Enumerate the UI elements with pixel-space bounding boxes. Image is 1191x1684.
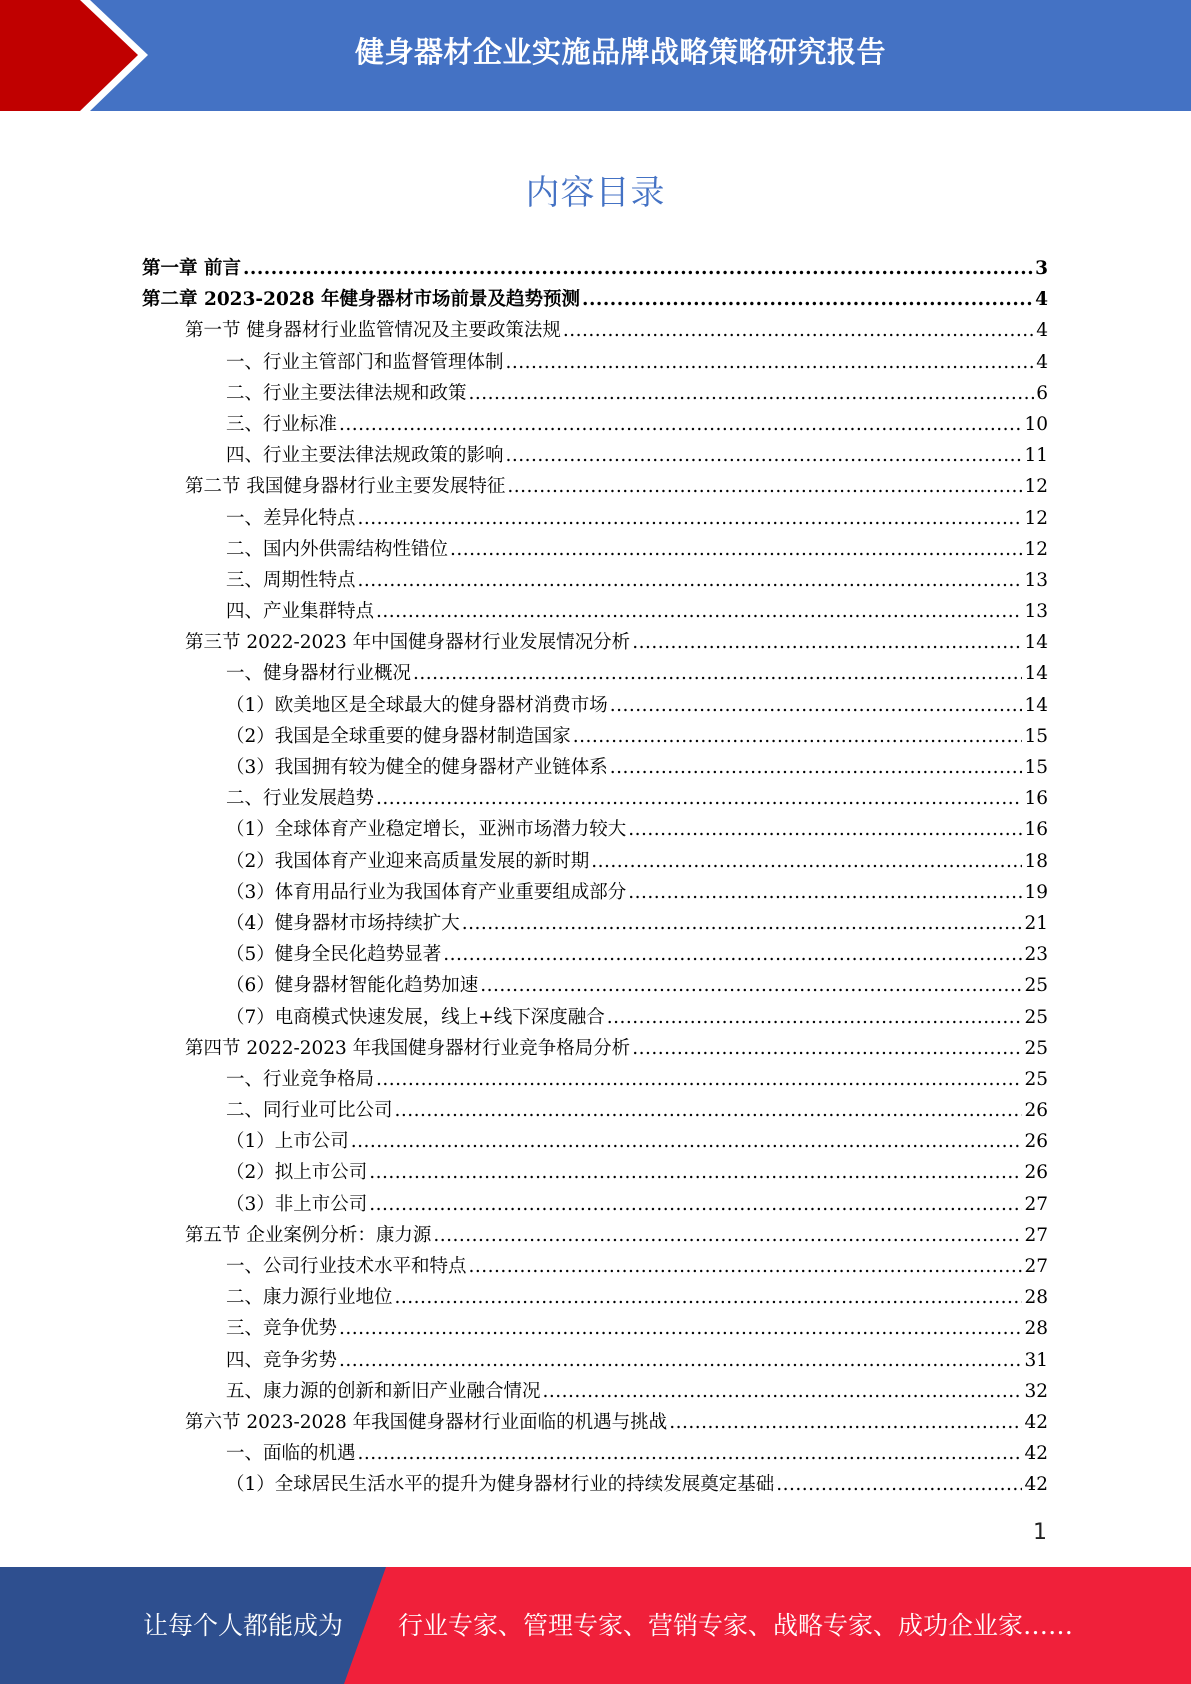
toc-entry-page: 27 (1024, 1193, 1048, 1215)
toc-leader-dots (376, 1069, 1022, 1090)
toc-entry-label: （1）全球体育产业稳定增长，亚洲市场潜力较大 (226, 819, 627, 841)
toc-leader-dots (469, 383, 1035, 404)
toc-entry-label: （4）健身器材市场持续扩大 (226, 912, 460, 934)
toc-leader-dots (506, 445, 1023, 466)
toc-entry-label: 四、行业主要法律法规政策的影响 (226, 445, 504, 467)
toc-leader-dots (339, 1318, 1022, 1339)
toc-leader-dots (358, 1443, 1023, 1464)
toc-leader-dots (395, 1287, 1023, 1308)
toc-leader-dots (351, 1131, 1023, 1152)
toc-entry[interactable] (142, 1096, 1048, 1127)
toc-entry-label: 一、公司行业技术水平和特点 (226, 1256, 467, 1277)
toc-leader-dots (413, 663, 1022, 684)
toc-entry-page: 21 (1024, 912, 1048, 934)
toc-entry[interactable] (142, 472, 1048, 503)
toc-entry-label: 第三节 2022-2023 年中国健身器材行业发展情况分析 (185, 632, 631, 654)
toc-entry[interactable] (142, 691, 1048, 722)
toc-entry-page: 11 (1024, 445, 1048, 467)
toc-entry[interactable] (142, 254, 1048, 285)
toc-leader-dots (507, 476, 1022, 497)
toc-entry-page: 32 (1024, 1380, 1048, 1402)
toc-entry[interactable] (142, 1377, 1048, 1408)
table-of-contents (142, 254, 1048, 1502)
report-title: 健身器材企业实施品牌战略策略研究报告 (354, 34, 886, 69)
toc-entry-page: 28 (1024, 1318, 1048, 1340)
toc-entry-label: （5）健身全民化趋势显著 (226, 944, 442, 966)
toc-entry-page: 26 (1024, 1100, 1048, 1122)
footer-banner (0, 1567, 1191, 1684)
toc-entry-label: 二、国内外供需结构性错位 (226, 538, 449, 560)
toc-entry[interactable] (142, 753, 1048, 784)
toc-entry[interactable] (142, 441, 1048, 472)
toc-leader-dots (450, 539, 1022, 560)
toc-entry[interactable] (142, 504, 1048, 535)
toc-entry[interactable] (142, 1439, 1048, 1470)
toc-leader-dots (607, 1007, 1023, 1028)
toc-entry-label: 第一节 健身器材行业监管情况及主要政策法规 (185, 320, 561, 342)
toc-entry-page: 27 (1024, 1224, 1048, 1246)
toc-entry-label: 一、健身器材行业概况 (226, 663, 412, 685)
toc-entry[interactable] (142, 597, 1048, 628)
toc-entry-page: 27 (1024, 1256, 1048, 1277)
toc-entry[interactable] (142, 909, 1048, 940)
toc-entry-label: 第一章 前言 (142, 258, 241, 279)
toc-entry[interactable] (142, 1190, 1048, 1221)
toc-entry[interactable] (142, 285, 1048, 316)
toc-entry-page: 26 (1024, 1162, 1048, 1184)
toc-entry-label: （1）全球居民生活水平的提升为健身器材行业的持续发展奠定基础 (226, 1474, 775, 1496)
toc-entry[interactable] (142, 1408, 1048, 1439)
toc-entry-page: 12 (1024, 538, 1048, 560)
toc-entry-label: 第二章 2023-2028 年健身器材市场前景及趋势预测 (142, 289, 581, 311)
toc-leader-dots (669, 1412, 1022, 1433)
toc-entry-page: 16 (1024, 788, 1048, 810)
toc-entry-label: 一、行业竞争格局 (226, 1068, 375, 1090)
toc-entry-label: 三、竞争优势 (226, 1318, 338, 1340)
toc-entry-page: 25 (1024, 1037, 1048, 1059)
toc-leader-dots (591, 851, 1022, 872)
toc-leader-dots (339, 414, 1022, 435)
page-number: 1 (1033, 1520, 1047, 1545)
toc-entry[interactable] (142, 940, 1048, 971)
toc-entry[interactable] (142, 1314, 1048, 1345)
toc-leader-dots (632, 632, 1022, 653)
toc-leader-dots (358, 508, 1023, 529)
toc-leader-dots (358, 570, 1023, 591)
footer-slogan: 让每个人都能成为 (143, 1611, 344, 1640)
toc-entry[interactable] (142, 847, 1048, 878)
toc-entry-label: 二、行业发展趋势 (226, 788, 375, 810)
toc-entry[interactable] (142, 1003, 1048, 1034)
toc-leader-dots (543, 1381, 1023, 1402)
toc-leader-dots (610, 695, 1023, 716)
toc-entry-label: （6）健身器材智能化趋势加速 (226, 975, 479, 997)
toc-entry[interactable] (142, 659, 1048, 690)
toc-leader-dots (243, 258, 1033, 279)
toc-entry-label: （1）上市公司 (226, 1131, 349, 1153)
toc-leader-dots (573, 726, 1023, 747)
toc-entry[interactable] (142, 1034, 1048, 1065)
toc-entry[interactable] (142, 379, 1048, 410)
toc-entry[interactable] (142, 628, 1048, 659)
toc-entry-page: 42 (1024, 1411, 1048, 1433)
toc-entry-label: 二、行业主要法律法规和政策 (226, 382, 467, 404)
toc-entry-page: 15 (1024, 725, 1048, 747)
toc-entry-page: 10 (1024, 413, 1048, 435)
toc-entry[interactable] (142, 410, 1048, 441)
toc-leader-dots (433, 1225, 1022, 1246)
toc-entry-label: 四、竞争劣势 (226, 1349, 338, 1371)
toc-entry-page: 18 (1024, 850, 1048, 872)
toc-leader-dots (339, 1350, 1022, 1371)
toc-entry-page: 26 (1024, 1131, 1048, 1153)
toc-entry[interactable] (142, 1470, 1048, 1501)
toc-entry-label: 一、行业主管部门和监督管理体制 (226, 351, 504, 373)
toc-entry-label: 三、周期性特点 (226, 569, 356, 591)
toc-entry-page: 14 (1024, 632, 1048, 654)
toc-entry[interactable] (142, 316, 1048, 347)
toc-entry-label: 五、康力源的创新和新旧产业融合情况 (226, 1380, 541, 1402)
toc-entry-page: 13 (1024, 569, 1048, 591)
toc-leader-dots (376, 601, 1022, 622)
toc-leader-dots (610, 757, 1023, 778)
toc-leader-dots (582, 289, 1033, 310)
toc-entry[interactable] (142, 1221, 1048, 1252)
toc-entry-page: 14 (1024, 694, 1048, 716)
toc-entry-page: 28 (1024, 1287, 1048, 1309)
toc-entry-label: 第四节 2022-2023 年我国健身器材行业竞争格局分析 (185, 1037, 631, 1059)
toc-entry[interactable] (142, 348, 1048, 379)
toc-entry-page: 31 (1024, 1349, 1048, 1371)
toc-leader-dots (632, 1038, 1022, 1059)
toc-entry-page: 12 (1024, 507, 1048, 529)
toc-entry-label: 第二节 我国健身器材行业主要发展特征 (185, 476, 506, 498)
toc-entry-page: 14 (1024, 663, 1048, 685)
toc-leader-dots (628, 819, 1022, 840)
toc-entry-page: 4 (1035, 289, 1048, 311)
toc-entry[interactable] (142, 1283, 1048, 1314)
toc-leader-dots (563, 320, 1034, 341)
toc-entry[interactable] (142, 878, 1048, 909)
toc-entry[interactable] (142, 815, 1048, 846)
toc-leader-dots (776, 1474, 1022, 1495)
toc-entry-page: 3 (1035, 258, 1048, 279)
toc-entry-page: 25 (1024, 1006, 1048, 1028)
toc-entry-label: （3）非上市公司 (226, 1193, 368, 1215)
toc-entry-page: 4 (1036, 320, 1048, 342)
toc-entry[interactable] (142, 1158, 1048, 1189)
toc-entry-label: 二、同行业可比公司 (226, 1100, 393, 1122)
toc-entry[interactable] (142, 566, 1048, 597)
toc-entry-page: 13 (1024, 601, 1048, 623)
toc-entry[interactable] (142, 1127, 1048, 1158)
toc-entry-page: 4 (1036, 351, 1048, 373)
toc-leader-dots (628, 882, 1022, 903)
toc-entry-label: （3）体育用品行业为我国体育产业重要组成部分 (226, 881, 627, 903)
toc-entry[interactable] (142, 1346, 1048, 1377)
toc-entry-page: 16 (1024, 819, 1048, 841)
toc-entry[interactable] (142, 971, 1048, 1002)
toc-entry-page: 42 (1024, 1443, 1048, 1465)
toc-entry-label: （7）电商模式快速发展，线上+线下深度融合 (226, 1006, 605, 1028)
toc-entry-label: 第六节 2023-2028 年我国健身器材行业面临的机遇与挑战 (185, 1411, 668, 1433)
toc-entry-label: 第五节 企业案例分析：康力源 (185, 1224, 432, 1246)
toc-entry-label: （2）我国是全球重要的健身器材制造国家 (226, 725, 571, 747)
toc-leader-dots (369, 1194, 1022, 1215)
toc-entry-page: 19 (1024, 881, 1048, 903)
report-header (0, 0, 1191, 111)
toc-entry[interactable] (142, 784, 1048, 815)
toc-entry-label: （2）我国体育产业迎来高质量发展的新时期 (226, 850, 590, 872)
toc-entry-label: 一、面临的机遇 (226, 1443, 356, 1465)
toc-entry-page: 6 (1036, 382, 1048, 404)
toc-leader-dots (462, 913, 1023, 934)
toc-entry-page: 15 (1024, 757, 1048, 778)
toc-entry-label: 一、差异化特点 (226, 507, 356, 529)
toc-leader-dots (469, 1256, 1023, 1277)
toc-entry-label: （3）我国拥有较为健全的健身器材产业链体系 (226, 757, 608, 778)
toc-entry-page: 23 (1024, 944, 1048, 966)
toc-leader-dots (395, 1100, 1023, 1121)
toc-entry-label: 四、产业集群特点 (226, 601, 375, 623)
toc-leader-dots (376, 788, 1022, 809)
toc-entry[interactable] (142, 535, 1048, 566)
toc-entry-page: 25 (1024, 1068, 1048, 1090)
toc-entry-label: 三、行业标准 (226, 413, 338, 435)
toc-leader-dots (443, 944, 1022, 965)
toc-entry[interactable] (142, 1065, 1048, 1096)
toc-entry-label: 二、康力源行业地位 (226, 1287, 393, 1309)
toc-entry-page: 12 (1024, 476, 1048, 498)
toc-entry-label: （2）拟上市公司 (226, 1162, 368, 1184)
toc-entry[interactable] (142, 722, 1048, 753)
toc-leader-dots (506, 352, 1035, 373)
toc-entry[interactable] (142, 1252, 1048, 1283)
toc-heading: 内容目录 (525, 173, 666, 213)
toc-leader-dots (369, 1162, 1022, 1183)
toc-entry-page: 42 (1024, 1474, 1048, 1496)
toc-entry-label: （1）欧美地区是全球最大的健身器材消费市场 (226, 694, 608, 716)
toc-leader-dots (480, 975, 1022, 996)
toc-entry-page: 25 (1024, 975, 1048, 997)
footer-roles: 行业专家、管理专家、营销专家、战略专家、成功企业家…… (398, 1611, 1074, 1640)
